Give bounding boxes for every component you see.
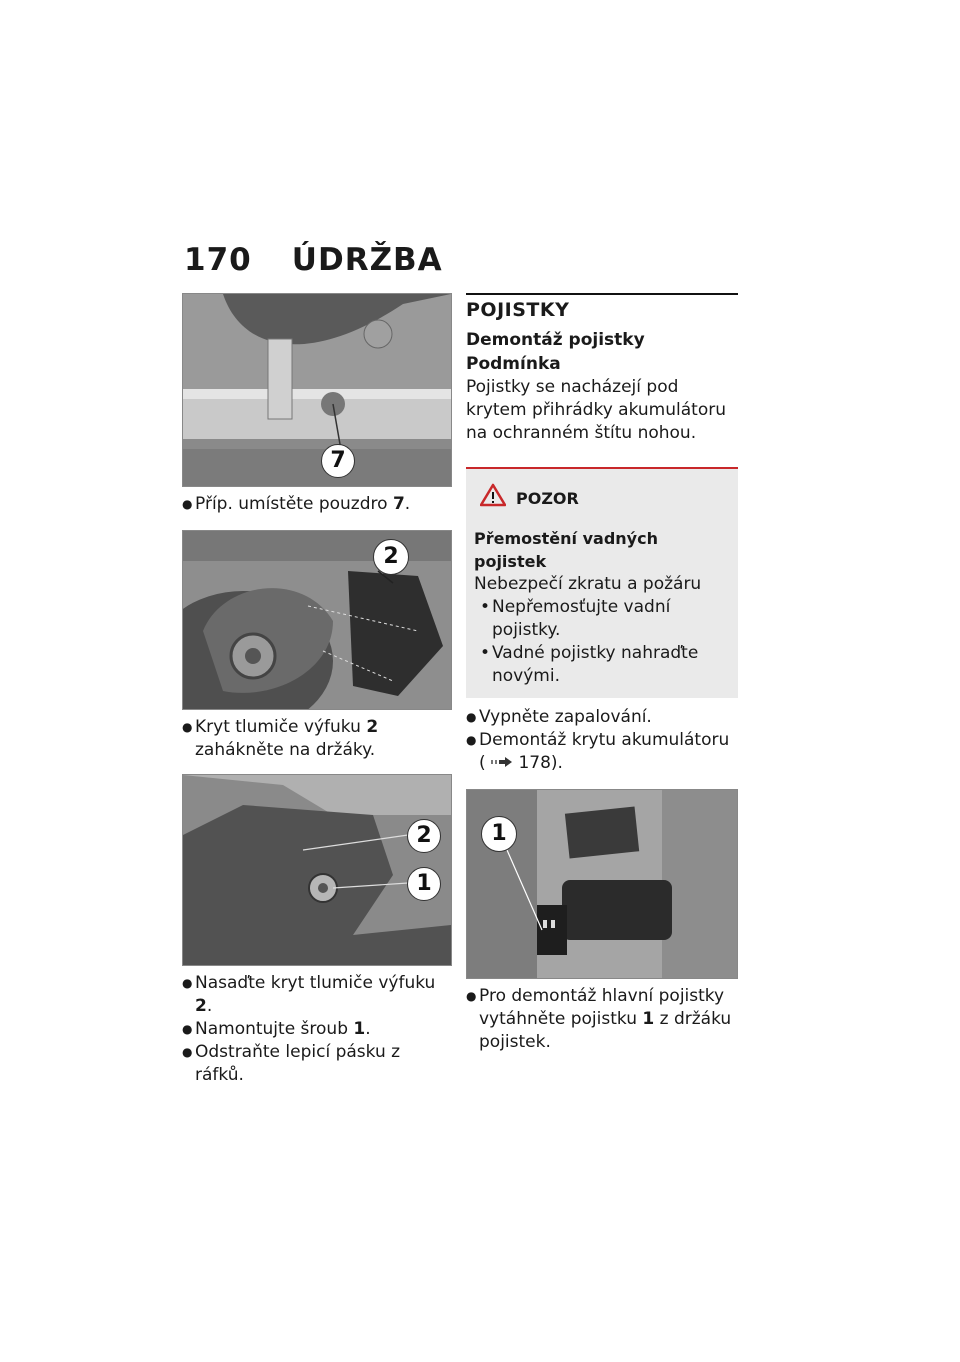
step-ignition-off: ● Vypněte zapalování. (466, 706, 738, 729)
steps-list-3 (182, 972, 452, 1087)
warning-triangle-icon (480, 483, 506, 513)
warning-box (466, 467, 738, 698)
warning-heading: Přemostění vadných pojistek (474, 529, 658, 571)
callout-2: 2 (373, 539, 409, 575)
step-hook-cover: ● Kryt tlumiče výfuku 2 zahákněte na držáky. (182, 716, 452, 762)
warning-item: • Vadné pojistky nahraďte novými. (474, 642, 730, 688)
page-number: 170 (184, 242, 252, 278)
step-fit-screw: ● Namontujte šroub 1. (182, 1018, 452, 1041)
section-title: POJISTKY (466, 299, 570, 321)
figure-exhaust-cover-screw (182, 774, 452, 966)
section-rule (466, 293, 738, 295)
figure-exhaust-cover-hooks (182, 530, 452, 710)
figure-exhaust-pouch (182, 293, 452, 487)
left-column (182, 293, 452, 1087)
steps-list-2 (182, 716, 452, 762)
step-fit-cover: ● Nasaďte kryt tlumiče výfuku 2. (182, 972, 452, 1018)
warning-label: POZOR (516, 488, 579, 508)
warning-list (474, 596, 730, 688)
warning-subheading: Nebezpečí zkratu a požáru (474, 574, 702, 594)
condition-title: Podmínka (466, 354, 561, 374)
warning-item: • Nepřemosťujte vadní pojistky. (474, 596, 730, 642)
subsection-title: Demontáž pojistky (466, 330, 645, 350)
condition-text: Pojistky se nacházejí pod krytem přihrádky akumulátoru na ochranném štítu nohou. (466, 377, 726, 443)
callout-2b: 2 (407, 819, 441, 853)
arrow-reference-icon (486, 753, 519, 773)
step-remove-tape: ● Odstraňte lepicí pásku z ráfků. (182, 1041, 452, 1087)
figure-fuse-holder (466, 789, 738, 979)
right-column (466, 293, 738, 1054)
step-pull-fuse: ● Pro demontáž hlavní pojistky vytáhněte pojistku 1 z držáku pojistek. (466, 985, 738, 1054)
step-place-pouch: ● Příp. umístěte pouzdro 7. (182, 493, 452, 516)
steps-list-5 (466, 985, 738, 1054)
callout-7: 7 (321, 444, 355, 478)
warning-header (480, 483, 730, 513)
callout-1: 1 (407, 867, 441, 901)
steps-list-4 (466, 706, 738, 775)
page-reference[interactable]: ( 178). (479, 753, 563, 773)
chapter-title: ÚDRŽBA (291, 242, 443, 278)
page-header (184, 242, 443, 278)
steps-list-1 (182, 493, 452, 516)
step-remove-battery-cover: ● Demontáž krytu akumulátoru ( 178). (466, 729, 738, 775)
callout-1b: 1 (481, 816, 517, 852)
